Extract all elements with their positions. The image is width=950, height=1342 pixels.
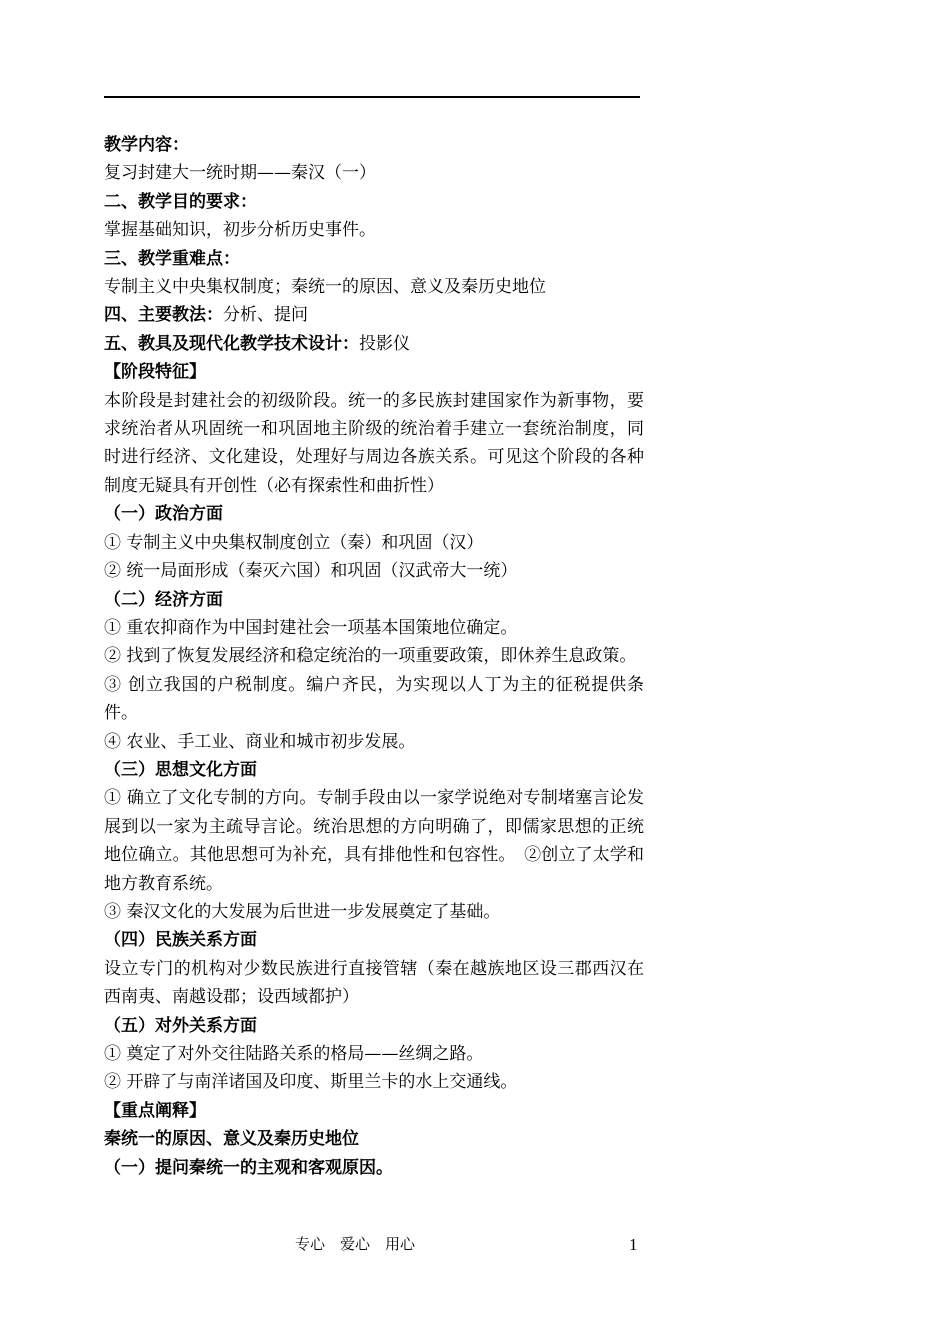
culture-heading: （三）思想文化方面 bbox=[104, 759, 257, 780]
document-body bbox=[104, 131, 644, 1182]
focus-title: 秦统一的原因、意义及秦历史地位 bbox=[104, 1129, 359, 1150]
footer-motto: 专心 爱心 用心 bbox=[294, 1235, 415, 1253]
economic-item: ④ 农业、手工业、商业和城市初步发展。 bbox=[104, 731, 416, 752]
political-item: ① 专制主义中央集权制度创立（秦）和巩固（汉） bbox=[104, 532, 484, 553]
difficulties-heading: 三、教学重难点： bbox=[104, 248, 240, 269]
economic-item: ① 重农抑商作为中国封建社会一项基本国策地位确定。 bbox=[104, 617, 518, 638]
tools-text: 投影仪 bbox=[359, 333, 410, 354]
methods-text: 分析、提问 bbox=[223, 305, 308, 326]
culture-item: ③ 秦汉文化的大发展为后世进一步发展奠定了基础。 bbox=[104, 901, 501, 922]
economic-item: ② 找到了恢复发展经济和稳定统治的一项重要政策，即休养生息政策。 bbox=[104, 646, 637, 667]
foreign-heading: （五）对外关系方面 bbox=[104, 1015, 257, 1036]
header-rule bbox=[104, 96, 640, 98]
culture-item: ① 确立了文化专制的方向。专制手段由以一家学说绝对专制堵塞言论发展到以一家为主疏导言论。统治思想的方向明确了，即儒家思想的正统地位确立。其他思想可为补充，具有排他性和包容性。 ②创立了太学和地方教育系统。 bbox=[104, 788, 644, 894]
foreign-item: ① 奠定了对外交往陆路关系的格局——丝绸之路。 bbox=[104, 1044, 484, 1064]
objectives-text: 掌握基础知识，初步分析历史事件。 bbox=[104, 220, 376, 241]
tools-line bbox=[104, 330, 644, 358]
economic-heading: （二）经济方面 bbox=[104, 589, 223, 610]
stage-heading: 【阶段特征】 bbox=[104, 362, 206, 383]
focus-heading: 【重点阐释】 bbox=[104, 1100, 206, 1121]
focus-subheading: （一）提问秦统一的主观和客观原因。 bbox=[104, 1157, 393, 1178]
political-heading: （一）政治方面 bbox=[104, 504, 223, 525]
economic-item: ③ 创立我国的户税制度。编户齐民，为实现以人丁为主的征税提供条件。 bbox=[104, 674, 644, 724]
methods-heading: 四、主要教法： bbox=[104, 305, 223, 326]
page-number: 1 bbox=[629, 1235, 638, 1254]
difficulties-text: 专制主义中央集权制度；秦统一的原因、意义及秦历史地位 bbox=[104, 277, 546, 298]
foreign-item: ② 开辟了与南洋诸国及印度、斯里兰卡的水上交通线。 bbox=[104, 1072, 518, 1093]
teaching-content-label: 教学内容： bbox=[104, 135, 189, 155]
stage-paragraph: 本阶段是封建社会的初级阶段。统一的多民族封建国家作为新事物，要求统治者从巩固统一和巩固地主阶级的统治着手建立一套统治制度，同时进行经济、文化建设，处理好与周边各族关系。可见这个阶段的各种制度无疑具有开创性（必有探索性和曲折性） bbox=[104, 390, 644, 496]
ethnic-paragraph: 设立专门的机构对少数民族进行直接管辖（秦在越族地区设三郡西汉在西南夷、南越设郡；设西域都护） bbox=[104, 958, 644, 1008]
teaching-content: 复习封建大一统时期——秦汉（一） bbox=[104, 163, 376, 184]
tools-heading: 五、教具及现代化教学技术设计： bbox=[104, 333, 359, 354]
political-item: ② 统一局面形成（秦灭六国）和巩固（汉武帝大一统） bbox=[104, 561, 518, 582]
objectives-heading: 二、教学目的要求： bbox=[104, 191, 257, 212]
ethnic-heading: （四）民族关系方面 bbox=[104, 930, 257, 951]
methods-line bbox=[104, 301, 644, 329]
